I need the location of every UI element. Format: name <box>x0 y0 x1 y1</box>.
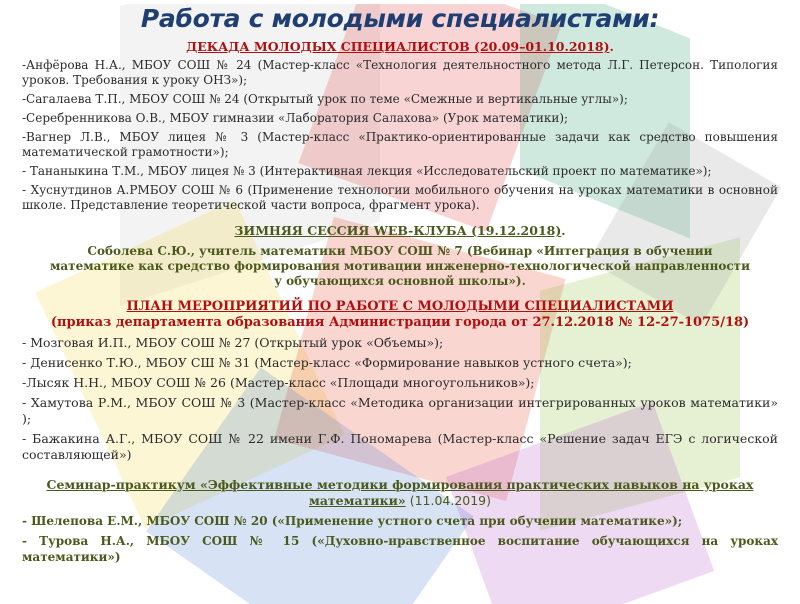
plan-heading-text: ПЛАН МЕРОПРИЯТИЙ ПО РАБОТЕ С МОЛОДЫМИ СПЕЦИАЛИСТАМИ <box>126 299 674 314</box>
list-item: - Тананыкина Т.М., МБОУ лицея № 3 (Интерактивная лекция «Исследовательский проект по математике»); <box>22 164 712 178</box>
slide-content <box>0 4 800 565</box>
plan-subheading: (приказ департамента образования Администрации города от 27.12.2018 № 12-27-1075/18) <box>50 315 750 330</box>
winter-session-section <box>22 223 778 289</box>
winter-session-text <box>22 244 778 289</box>
list-item: - Мозговая И.П., МБОУ СОШ № 27 (Открытый урок «Объемы»); <box>22 335 444 350</box>
winter-session-heading-text: ЗИМНЯЯ СЕССИЯ WEB-КЛУБА (19.12.2018) <box>234 223 562 238</box>
plan-section <box>22 299 778 463</box>
list-item: - Турова Н.А., МБОУ СОШ № 15 («Духовно-нравственное воспитание обучающихся на уроках математики») <box>22 534 778 564</box>
decade-heading <box>22 39 778 54</box>
list-item: - Хамутова Р.М., МБОУ СОШ № 3 (Мастер-класс «Методика организации интегрированных уроков математики» ); <box>22 395 778 426</box>
list-item: -Анфёрова Н.А., МБОУ СОШ № 24 (Мастер-класс «Технология деятельностного метода Л.Г. Петерсон. Типология уроков. Требования к уроку ОНЗ»); <box>22 58 778 87</box>
winter-session-line: математике как средство формирования мотивации инженерно-технологической направленности <box>49 259 751 273</box>
seminar-section <box>22 477 778 565</box>
winter-session-line: у обучающихся основной школы»). <box>274 274 526 288</box>
decade-section <box>22 39 778 213</box>
list-item: - Шелепова Е.М., МБОУ СОШ № 20 («Применение устного счета при обучении математике»); <box>22 514 683 528</box>
list-item: -Сагалаева Т.П., МБОУ СОШ № 24 (Открытый урок по теме «Смежные и вертикальные углы»); <box>22 92 628 106</box>
decade-heading-suffix: . <box>609 39 614 54</box>
decade-heading-text: ДЕКАДА МОЛОДЫХ СПЕЦИАЛИСТОВ (20.09–01.10.2018) <box>186 39 610 54</box>
slide-title: Работа с молодыми специалистами: <box>140 4 660 33</box>
seminar-date: (11.04.2019) <box>405 493 492 508</box>
list-item: -Серебренникова О.В., МБОУ гимназии «Лаборатория Салахова» (Урок математики); <box>22 111 569 125</box>
winter-session-heading-suffix: . <box>561 223 566 238</box>
seminar-heading <box>22 477 778 509</box>
list-item: -Лысяк Н.Н., МБОУ СОШ № 26 (Мастер-класс «Площади многоугольников»); <box>22 375 535 390</box>
plan-heading <box>22 299 778 315</box>
list-item: - Хуснутдинов А.РМБОУ СОШ № 6 (Применение технологии мобильного обучения на уроках математики в основной школе. Представление теоретической части вопроса, фрагмент урока). <box>22 183 778 212</box>
winter-session-line: Соболева С.Ю., учитель математики МБОУ СОШ № 7 (Вебинар «Интеграция в обучении <box>87 244 713 258</box>
list-item: - Бажакина А.Г., МБОУ СОШ № 22 имени Г.Ф. Пономарева (Мастер-класс «Решение задач ЕГЭ с логической составляющей») <box>22 431 778 462</box>
list-item: - Денисенко Т.Ю., МБОУ СШ № 31 (Мастер-класс «Формирование навыков устного счета»); <box>22 355 632 370</box>
winter-session-heading <box>22 223 778 238</box>
seminar-heading-text: Семинар-практикум «Эффективные методики формирования практических навыков на уроках математики» <box>46 477 754 508</box>
list-item: -Вагнер Л.В., МБОУ лицея № 3 (Мастер-класс «Практико-ориентированные задачи как средство повышения математической грамотности»); <box>22 130 778 159</box>
